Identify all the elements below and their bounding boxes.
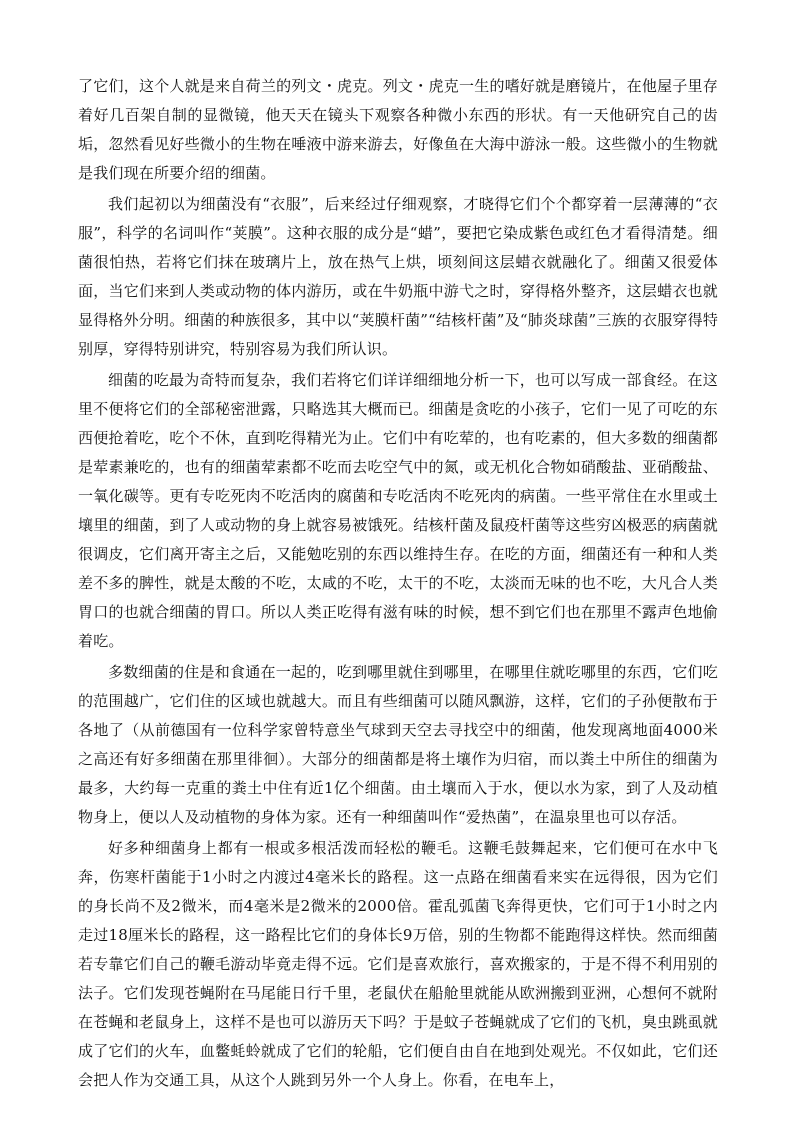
paragraph-3: 细菌的吃最为奇特而复杂，我们若将它们详详细细地分析一下，也可以写成一部食经。在这里不便将它们的全部秘密泄露，只略选其大概而已。细菌是贪吃的小孩子，它们一见了可吃的东西便抢着吃，吃个不休，直到吃得精光为止。它们中有吃荤的，也有吃素的，但大多数的细菌都是荤素兼吃的，也有的细菌荤素都不吃而去吃空气中的氮，或无机化合物如硝酸盐、亚硝酸盐、一氧化碳等。更有专吃死肉不吃活肉的腐菌和专吃活肉不吃死肉的病菌。一些平常住在水里或土壤里的细菌，到了人或动物的身上就容易被饿死。结核杆菌及鼠疫杆菌等这些穷凶极恶的病菌就很调皮，它们离开寄主之后，又能勉吃别的东西以维持生存。在吃的方面，细菌还有一种和人类差不多的脾性，就是太酸的不吃，太咸的不吃，太干的不吃，太淡而无味的也不吃，大凡合人类胃口的也就合细菌的胃口。所以人类正吃得有滋有味的时候，想不到它们也在那里不露声色地偷着吃。	[78, 371, 718, 650]
article-body	[78, 72, 718, 1097]
paragraph-4: 多数细菌的住是和食通在一起的，吃到哪里就住到哪里，在哪里住就吃哪里的东西，它们吃的范围越广，它们住的区域也就越大。而且有些细菌可以随风飘游，这样，它们的子孙便散布于各地了（从前德国有一位科学家曾特意坐气球到天空去寻找空中的细菌，他发现离地面4000米之高还有好多细菌在那里徘徊）。大部分的细菌都是将土壤作为归宿，而以粪土中所住的细菌为最多，大约每一克重的粪土中住有近1亿个细菌。由土壤而入于水，便以水为家，到了人及动植物身上，便以人及动植物的身体为家。还有一种细菌叫作“爱热菌”，在温泉里也可以存活。	[78, 663, 718, 826]
paragraph-1: 了它们，这个人就是来自荷兰的列文・虎克。列文・虎克一生的嗜好就是磨镜片，在他屋子里存着好几百架自制的显微镜，他天天在镜头下观察各种微小东西的形状。有一天他研究自己的齿垢，忽然看见好些微小的生物在唾液中游来游去，好像鱼在大海中游泳一般。这些微小的生物就是我们现在所要介绍的细菌。	[78, 77, 718, 182]
paragraph-2: 我们起初以为细菌没有“衣服”，后来经过仔细观察，才晓得它们个个都穿着一层薄薄的“衣服”，科学的名词叫作“荚膜”。这种衣服的成分是“蜡”，要把它染成紫色或红色才看得清楚。细菌很怕热，若将它们抹在玻璃片上，放在热气上烘，顷刻间这层蜡衣就融化了。细菌又很爱体面，当它们来到人类或动物的体内游历，或在牛奶瓶中游弋之时，穿得格外整齐，这层蜡衣也就显得格外分明。细菌的种族很多，其中以“荚膜杆菌”“结核杆菌”及“肺炎球菌”三族的衣服穿得特别厚，穿得特别讲究，特别容易为我们所认识。	[78, 195, 719, 358]
paragraph-5: 好多种细菌身上都有一根或多根活泼而轻松的鞭毛。这鞭毛鼓舞起来，它们便可在水中飞奔，伤寒杆菌能于1小时之内渡过4毫米长的路程。这一点路在细菌看来实在远得很，因为它们的身长尚不及2微米，而4毫米是2微米的2000倍。霍乱弧菌飞奔得更快，它们可于1小时之内走过18厘米长的路程，这一路程比它们的身体长9万倍，别的生物都不能跑得这样快。然而细菌若专靠它们自己的鞭毛游动毕竟走得不远。它们是喜欢旅行，喜欢搬家的，于是不得不利用别的法子。它们发现苍蝇附在马尾能日行千里，老鼠伏在船舱里就能从欧洲搬到亚洲，心想何不就附在苍蝇和老鼠身上，这样不是也可以游历天下吗？于是蚊子苍蝇就成了它们的飞机，臭虫跳虱就成了它们的火车，血鳖蚝蛉就成了它们的轮船，它们便自由自在地到处观光。不仅如此，它们还会把人作为交通工具，从这个人跳到另外一个人身上。你看，在电车上，	[78, 839, 718, 1089]
